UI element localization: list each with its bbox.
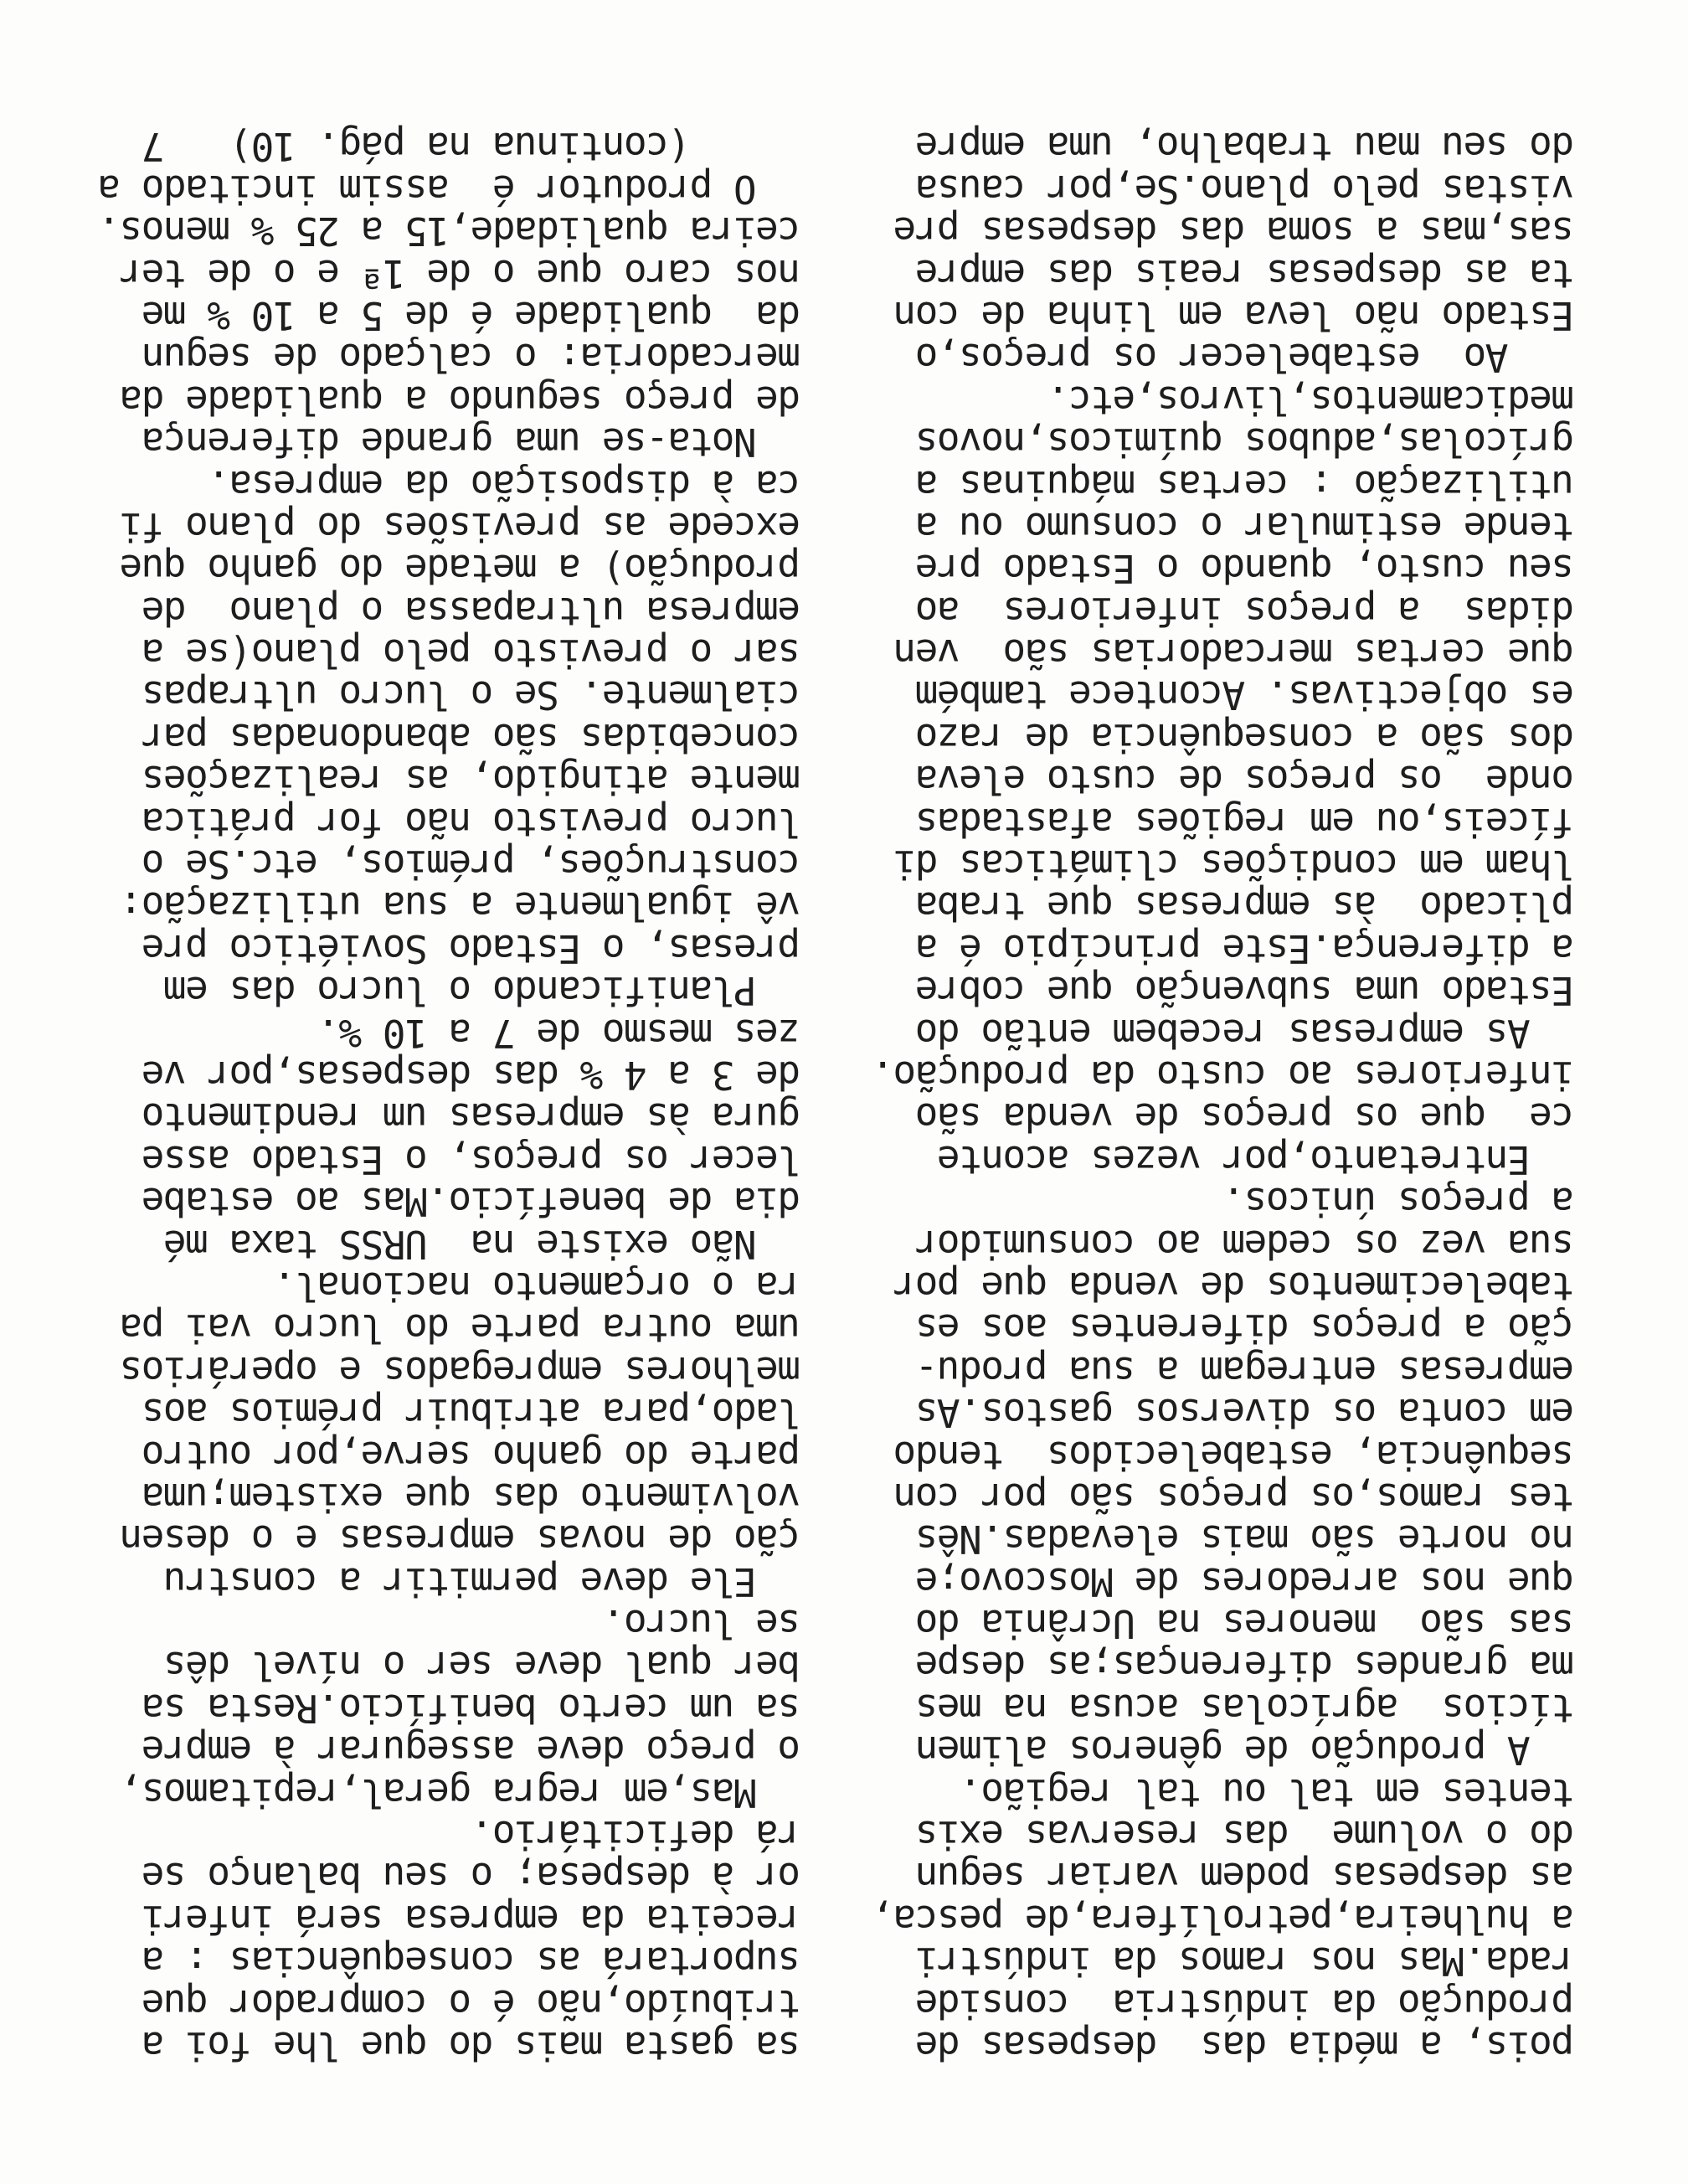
text-line: tende estimular o consumo ou a: [916, 503, 1574, 549]
text-line: onde os preços de custo eleva: [916, 757, 1574, 803]
text-line: didas a preços inferiores ao: [916, 588, 1574, 634]
text-line: tícios agrícolas acusa na mes: [916, 1685, 1574, 1731]
text-line: tabelecimentos de venda que por: [893, 1263, 1574, 1309]
text-line: fíceis,ou em regiões afastadas: [916, 799, 1574, 845]
text-line: o preço deve assegurar à empre: [142, 1728, 800, 1774]
text-line: tes ramos,os preços são por con: [893, 1474, 1574, 1520]
text-line: Planificando o lucro das em: [164, 968, 800, 1014]
text-line: seu custo, quando o Estado pre: [916, 546, 1574, 592]
text-line: A produção de gêneros alimen: [916, 1728, 1574, 1774]
text-line: ca à disposição da empresa.: [208, 461, 800, 507]
text-line: volvimento das que existem;uma: [142, 1474, 800, 1520]
text-line: parte do ganho serve,por outro: [142, 1432, 800, 1478]
text-line: em conta os diversos gastos.As: [916, 1390, 1574, 1436]
text-line: Entretanto,por vezes aconte: [938, 1136, 1574, 1182]
text-line: Estado não leva em linha de con: [893, 292, 1574, 338]
text-line: medicamentos,livros,etc.: [1047, 377, 1574, 423]
text-line: tribuído,não é o comprador que: [142, 1981, 800, 2027]
text-line: grícolas,adubos químicos,novos: [916, 420, 1574, 466]
text-line: Ele deve permitir a constru: [164, 1558, 800, 1605]
text-line: suportará as consequências : a: [142, 1939, 800, 1985]
text-line: vistas pelo plano.Se,por causa: [916, 166, 1574, 212]
text-line: lham em condições climáticas di: [893, 842, 1574, 888]
text-line: ra o orçamento nacional.: [274, 1263, 800, 1309]
text-line: lucro previsto não for prática: [142, 799, 800, 845]
text-line: do seu mau trabalho, uma empre: [916, 124, 1574, 170]
text-line: lado,para atribuir prémios aos: [142, 1390, 800, 1436]
right-column: [55, 126, 800, 2067]
text-line: Nota-se uma grande diferença: [142, 420, 800, 466]
text-line: ceira qualidade,15 a 25 % menos.: [98, 209, 800, 255]
text-line: a hulheira,petrolífera,de pesca,: [872, 1896, 1574, 1942]
text-line: empresas entregam a sua produ-: [916, 1347, 1574, 1393]
text-line: ção de novas empresas e o desen: [120, 1517, 800, 1563]
text-line: vê igualmente a sua utilização:: [120, 883, 800, 930]
text-line: plicado às empresas que traba: [916, 883, 1574, 930]
text-line: no norte são mais elevadas.Nês: [916, 1517, 1574, 1563]
text-line: sa gasta mais do que lhe foi a: [142, 2023, 800, 2068]
text-line: sas são menores na Ucrânia do: [916, 1601, 1574, 1647]
text-line: dos são a consequência de razo: [916, 714, 1574, 760]
left-column: [829, 126, 1574, 2067]
text-line: dia de benefício.Mas ao estabe: [142, 1179, 800, 1225]
text-line: nos caro que o de 1ª e o de ter: [120, 250, 800, 296]
text-line: sua vez os cedem ao consumidor: [916, 1221, 1574, 1267]
text-line: or à despesa; o seu balanço se: [142, 1854, 800, 1900]
text-line: Mas,em regra geral,repitamos,: [120, 1769, 800, 1816]
text-line: gura às empresas um rendimento: [142, 1095, 800, 1141]
text-line: pois, a média das despesas de: [916, 2023, 1574, 2068]
text-line: se lucro.: [603, 1601, 800, 1647]
text-line: mercadoria: o calçado de segun: [142, 335, 800, 381]
text-line: construções, prémios, etc.Se o: [142, 842, 800, 888]
text-line: sa um certo benifício.Resta sa: [142, 1685, 800, 1731]
text-line: cialmente. Se o lucro ultrapas: [142, 672, 800, 719]
text-line: melhores empregados e operários: [120, 1347, 800, 1393]
text-line: ta as despesas reais das empre: [916, 250, 1574, 296]
text-line: do o volume das reservas exis: [916, 1812, 1574, 1858]
text-line: receita da empresa será inferi: [142, 1896, 800, 1942]
text-line: da qualidade é de 5 a 10 % me: [142, 292, 800, 338]
text-line: mente atingido, as realizações: [142, 757, 800, 803]
text-line: (continua na pág. 10) 7: [142, 124, 800, 170]
text-line: empresa ultrapassa o plano de: [142, 588, 800, 634]
text-line: produção) a metade do ganho que: [120, 546, 800, 592]
text-line: as despesas podem variar segun: [916, 1854, 1574, 1900]
text-line: Estado uma subvenção que cobre: [916, 968, 1574, 1014]
text-line: rada.Mas nos ramos da indústri: [916, 1939, 1574, 1985]
text-line: inferiores ao custo da produção.: [872, 1053, 1574, 1099]
text-line: es objectivas. Acontece também: [916, 672, 1574, 719]
text-line: ce que os preços de venda são: [916, 1095, 1574, 1141]
text-line: presas, o Estado Soviético pre: [142, 925, 800, 971]
text-line: uma outra parte do lucro vai pa: [120, 1306, 800, 1352]
text-line: ção a preços diferentes aos es: [916, 1306, 1574, 1352]
text-line: sar o previsto pelo plano(se a: [142, 631, 800, 677]
text-line: ber qual deve ser o nível dês: [164, 1643, 800, 1689]
text-line: sas,mas a soma das despesas pre: [893, 209, 1574, 255]
text-line: excede as previsões do plano fi: [120, 503, 800, 549]
text-line: a preços únicos.: [1222, 1179, 1574, 1225]
text-line: de 3 a 4 % das despesas,por ve: [142, 1053, 800, 1099]
text-line: rá deficitário.: [471, 1812, 800, 1858]
text-line: Ao estabelecer os preços,o: [916, 335, 1574, 381]
text-line: As empresas recebem então do: [916, 1010, 1574, 1056]
text-line: lecer os preços, o Estado asse: [142, 1136, 800, 1182]
text-line: O produtor é assim incitado a: [98, 166, 800, 212]
text-line: que certas mercadorias são ven: [893, 631, 1574, 677]
text-line: tentes em tal ou tal região.: [960, 1769, 1574, 1816]
text-line: sequência, estabelecidos tendo: [893, 1432, 1574, 1478]
text-line: concebidas são abandonadas par: [142, 714, 800, 760]
text-line: utilização : certas máquinas a: [916, 461, 1574, 507]
text-line: zes mesmo de 7 a 10 %.: [317, 1010, 800, 1056]
text-line: a diferença.Este princípio é a: [916, 925, 1574, 971]
text-line: que nos arredores de Moscovo;e: [916, 1558, 1574, 1605]
text-line: Não existe na URSS taxa mé: [164, 1221, 800, 1267]
text-line: de preço segundo a qualidade da: [120, 377, 800, 423]
text-line: ma grandes diferenças;as despe: [916, 1643, 1574, 1689]
text-line: produção da indústria conside: [916, 1981, 1574, 2027]
